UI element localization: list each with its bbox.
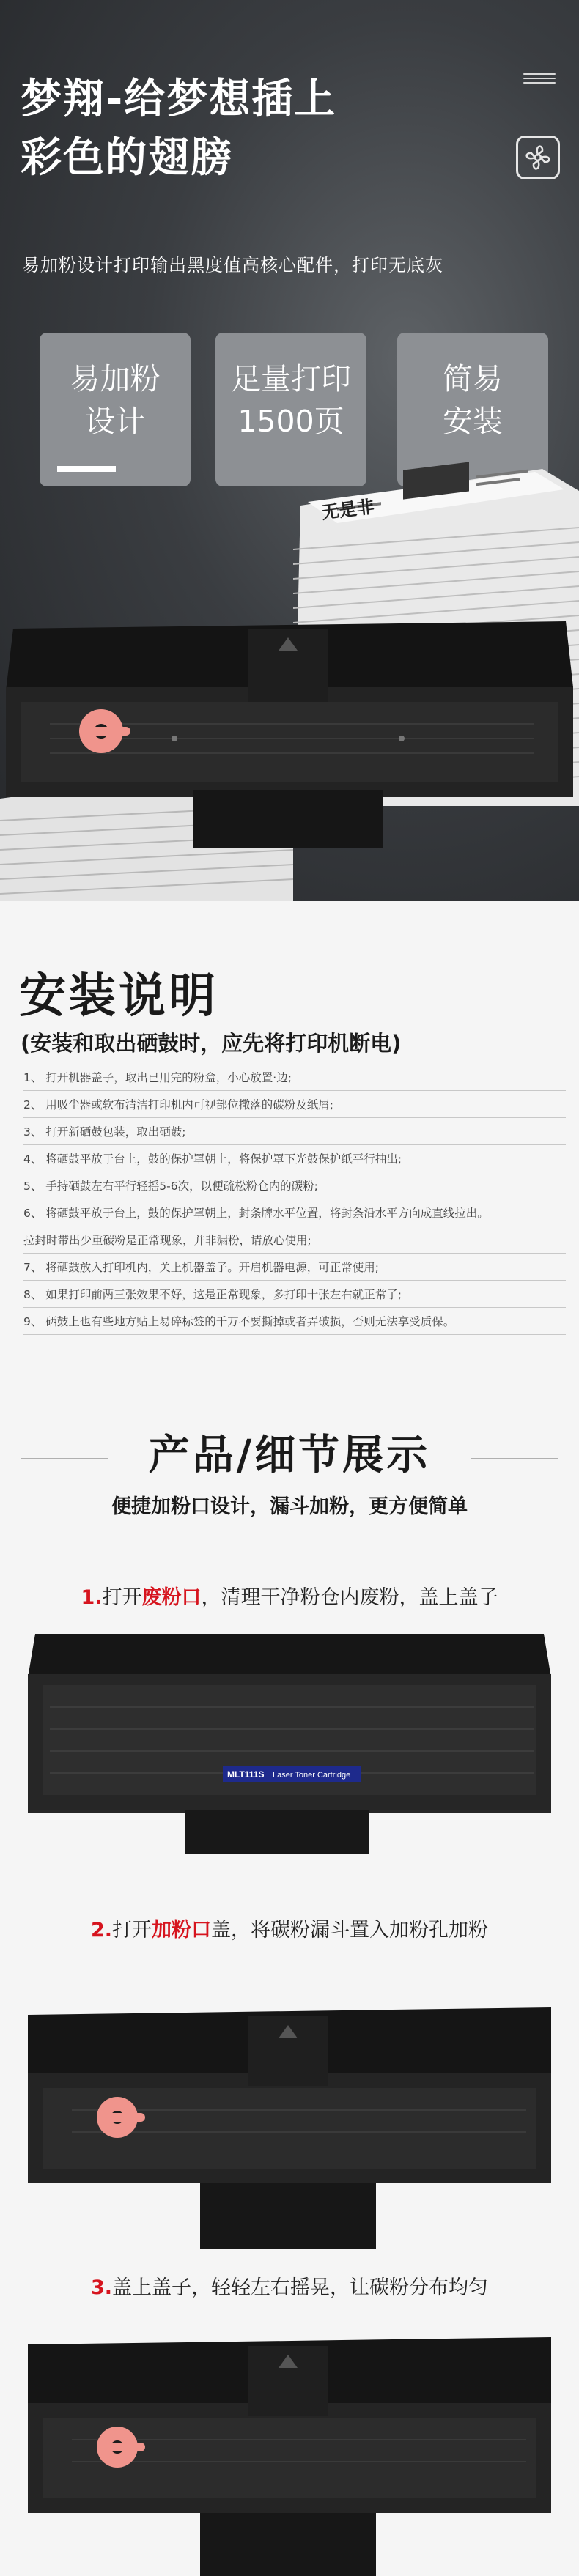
newspaper-headline: 无是非 bbox=[320, 496, 376, 523]
feature-line1: 足量打印 bbox=[231, 361, 351, 396]
fan-icon bbox=[516, 136, 560, 179]
caption-highlight: 加粉口 bbox=[152, 1919, 212, 1942]
list-item: 1、 打开机器盖子，取出已用完的粉盒，小心放置·边; bbox=[23, 1064, 566, 1091]
caption-num: 1. bbox=[81, 1586, 103, 1609]
feature-easy-refill bbox=[40, 333, 191, 486]
install-section bbox=[0, 901, 579, 1341]
feature-line1: 易加粉 bbox=[70, 361, 161, 396]
list-item: 7、 将硒鼓放入打印机内，关上机器盖子。开启机器电源，可正常使用; bbox=[23, 1254, 566, 1281]
hero-banner bbox=[0, 0, 579, 901]
install-title: 安装说明 bbox=[19, 969, 218, 1024]
list-item: 4、 将硒鼓平放于台上，鼓的保护罩朝上，将保护罩下光鼓保护纸平行抽出; bbox=[23, 1145, 566, 1172]
caption-post: 盖，将碳粉漏斗置入加粉孔加粉 bbox=[211, 1919, 489, 1942]
list-item: 3、 打开新硒鼓包装，取出硒鼓; bbox=[23, 1118, 566, 1145]
feature-line2: 安装 bbox=[443, 404, 503, 439]
list-item: 8、 如果打印前两三张效果不好，这是正常现象，多打印十张左右就正常了; bbox=[23, 1281, 566, 1308]
toner-cartridge-image bbox=[6, 621, 573, 848]
product-title: 产品/细节展示 bbox=[148, 1432, 431, 1479]
product-detail-section bbox=[0, 1341, 579, 2576]
caption-highlight: 废粉口 bbox=[141, 1586, 202, 1609]
caption-step-3 bbox=[0, 2271, 579, 2300]
caption-num: 2. bbox=[90, 1919, 113, 1942]
label-model: MLT111S bbox=[227, 1769, 265, 1780]
caption-step-2 bbox=[0, 1914, 579, 1942]
caption-pre: 打开 bbox=[112, 1919, 152, 1942]
feature-line2: 设计 bbox=[85, 404, 145, 439]
caption-post: ，清理干净粉仓内废粉，盖上盖子 bbox=[201, 1586, 498, 1609]
hero-title-line2: 彩色的翅膀 bbox=[21, 134, 233, 182]
list-item: 2、 用吸尘器或软布清洁打印机内可视部位撒落的碳粉及纸屑; bbox=[23, 1091, 566, 1118]
cartridge-image-2 bbox=[28, 2007, 551, 2249]
install-steps-list bbox=[23, 1064, 566, 1335]
cartridge-image-3 bbox=[28, 2337, 551, 2576]
install-note: (安装和取出硒鼓时，应先将打印机断电) bbox=[21, 1031, 402, 1056]
list-item: 5、 手持硒鼓左右平行轻摇5-6次，以便疏松粉仓内的碳粉; bbox=[23, 1172, 566, 1199]
hero-title-line1: 梦翔-给梦想插上 bbox=[21, 75, 337, 123]
caption-step-1 bbox=[0, 1581, 579, 1610]
product-subtitle: 便捷加粉口设计，漏斗加粉，更方便简单 bbox=[111, 1495, 468, 1518]
list-item: 拉封时带出少重碳粉是正常现象，并非漏粉，请放心使用; bbox=[23, 1226, 566, 1254]
list-item: 9、 硒鼓上也有些地方贴上易碎标签的千万不要撕掉或者弄破损，否则无法享受质保。 bbox=[23, 1308, 566, 1335]
caption-num: 3. bbox=[90, 2276, 113, 2299]
caption-pre: 盖上盖子，轻轻左右摇晃，让碳粉分布均匀 bbox=[112, 2276, 489, 2299]
hero-title bbox=[21, 70, 336, 188]
feature-line2: 1500页 bbox=[237, 404, 344, 439]
caption-pre: 打开 bbox=[102, 1586, 142, 1609]
feature-line1: 简易 bbox=[443, 361, 503, 396]
feature-underline bbox=[57, 466, 116, 472]
label-text: Laser Toner Cartridge bbox=[273, 1771, 351, 1780]
menu-icon[interactable] bbox=[523, 70, 556, 89]
list-item: 6、 将硒鼓平放于台上，鼓的保护罩朝上，封条牌水平位置，将封条沿水平方向成直线拉出。 bbox=[23, 1199, 566, 1226]
cartridge-image-1 bbox=[28, 1634, 551, 1854]
hero-subtitle: 易加粉设计打印输出黑度值高核心配件，打印无底灰 bbox=[22, 255, 443, 275]
